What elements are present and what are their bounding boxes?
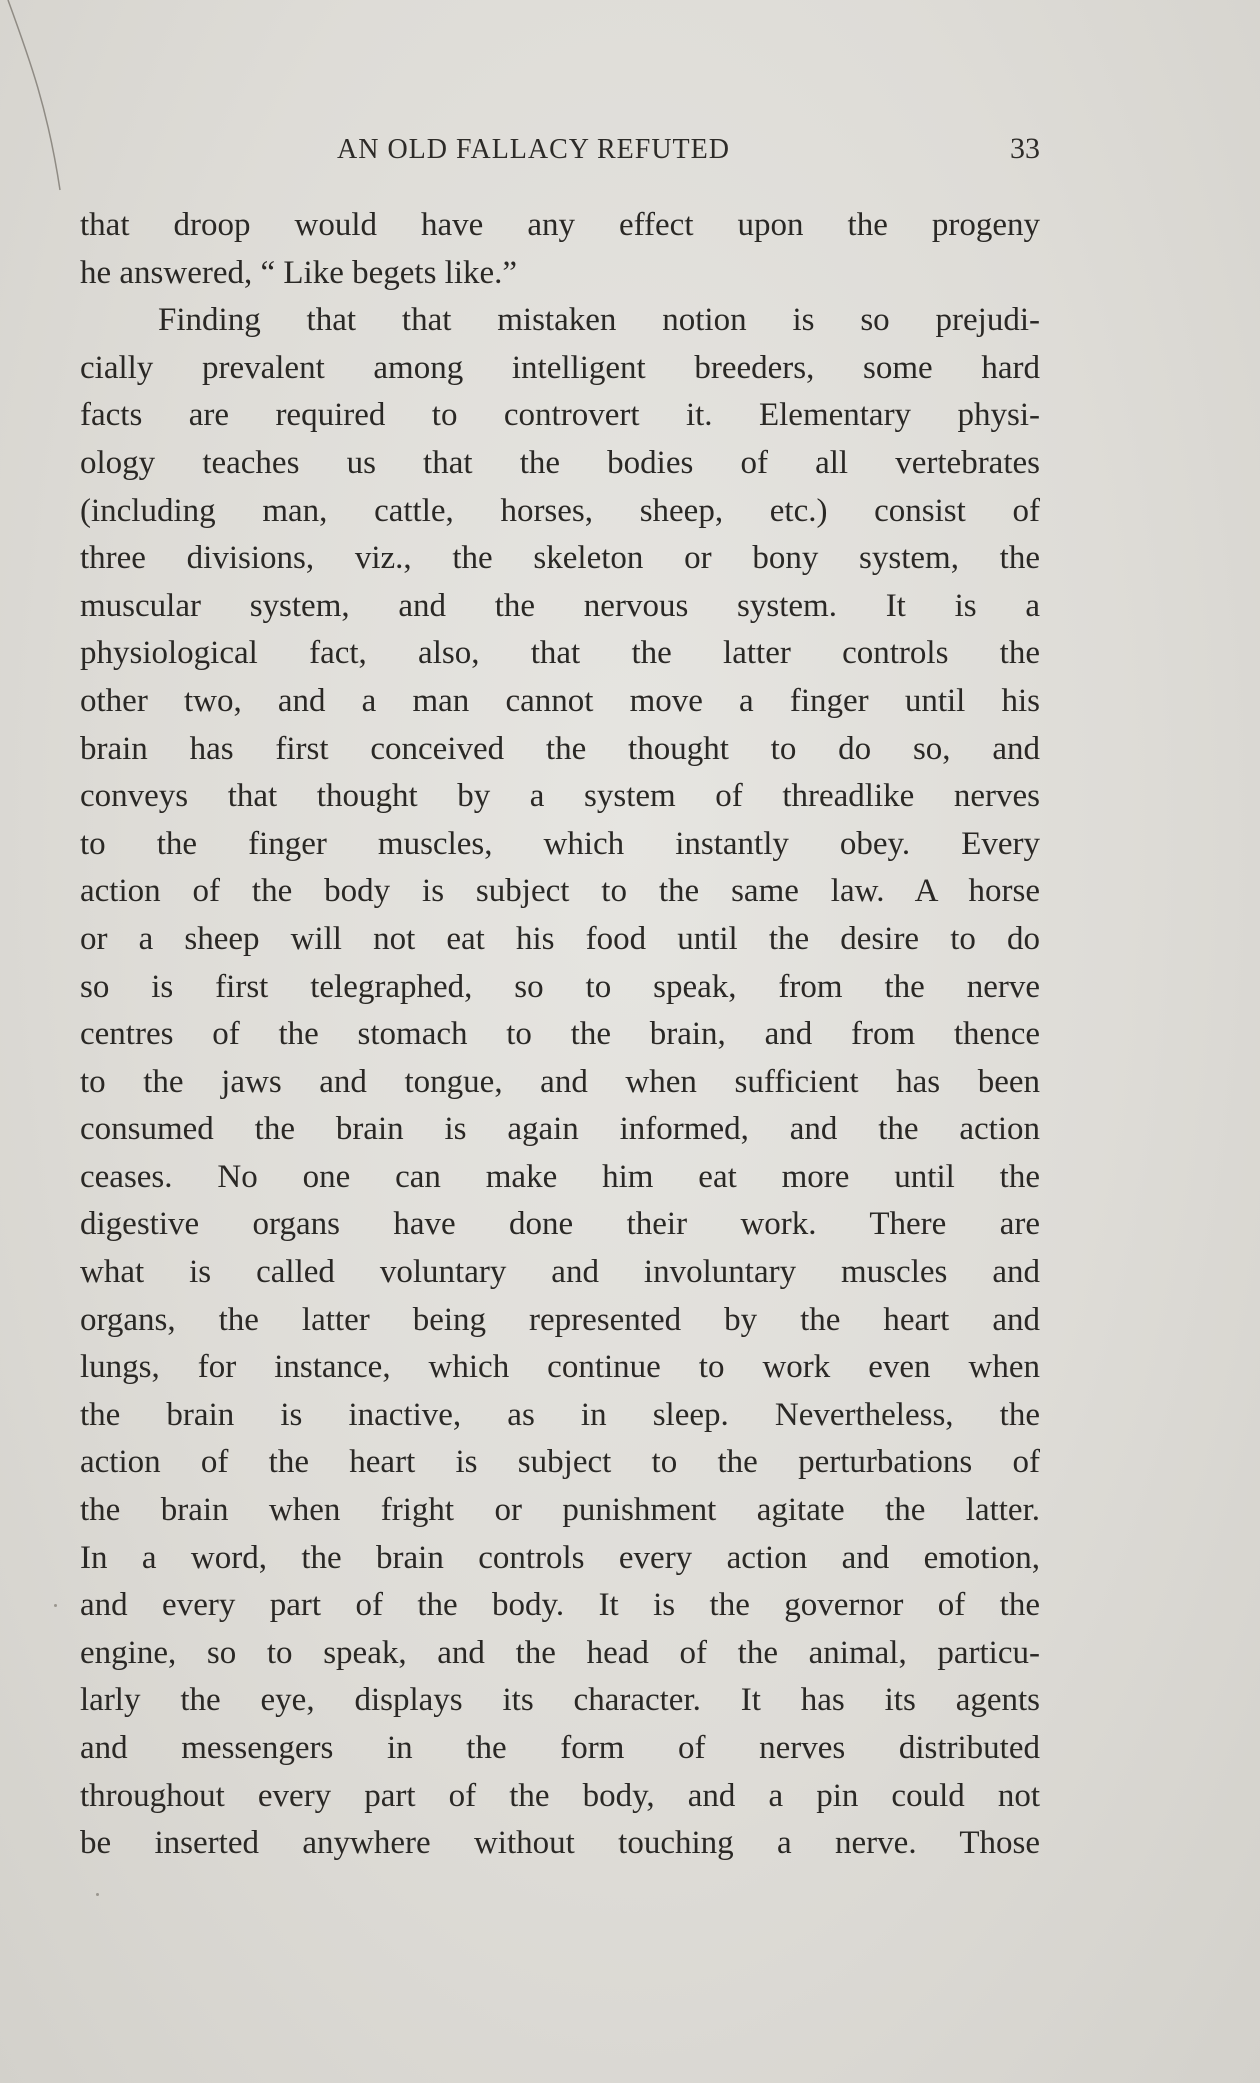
text-line: organs, the latter being represented by the heart and [80, 1301, 1040, 1338]
text-line: ology teaches us that the bodies of all vertebrates [80, 444, 1040, 481]
text-line: the brain when fright or punishment agitate the latter. [80, 1492, 1040, 1529]
text-line: centres of the stomach to the brain, and from thence [80, 1016, 1040, 1053]
text-line: to the jaws and tongue, and when sufficient has been [80, 1063, 1040, 1100]
text-line: to the finger muscles, which instantly obey. Every [80, 825, 1040, 862]
text-line: so is first telegraphed, so to speak, from the nerve [80, 968, 1040, 1005]
text-line: three divisions, viz., the skeleton or bony system, the [80, 540, 1040, 577]
text-line: larly the eye, displays its character. It has its agents [80, 1682, 1040, 1719]
text-line: engine, so to speak, and the head of the animal, particu- [80, 1634, 1040, 1671]
page-number: 33 [1010, 132, 1040, 165]
text-line: (including man, cattle, horses, sheep, etc.) consist of [80, 492, 1040, 529]
text-line: conveys that thought by a system of threadlike nerves [80, 778, 1040, 815]
text-line: lungs, for instance, which continue to work even when [80, 1349, 1040, 1386]
text-line: physiological fact, also, that the latter controls the [80, 635, 1040, 672]
text-line: facts are required to controvert it. Elementary physi- [80, 397, 1040, 434]
text-line: what is called voluntary and involuntary muscles and [80, 1254, 1040, 1291]
paper-speck [54, 1604, 57, 1607]
page-edge-curve [0, 0, 80, 260]
text-line: cially prevalent among intelligent breeders, some hard [80, 349, 1040, 386]
text-line: action of the heart is subject to the perturbations of [80, 1444, 1040, 1481]
text-line: the brain is inactive, as in sleep. Nevertheless, the [80, 1396, 1040, 1433]
text-line: throughout every part of the body, and a pin could not [80, 1777, 1040, 1814]
text-line: consumed the brain is again informed, and the action [80, 1111, 1040, 1148]
body-text [80, 202, 1040, 1868]
text-line: that droop would have any effect upon the progeny [80, 207, 1040, 243]
text-line: brain has first conceived the thought to do so, and [80, 730, 1040, 767]
page-header [80, 134, 1040, 174]
text-line: In a word, the brain controls every action and emotion, [80, 1539, 1040, 1576]
text-line: or a sheep will not eat his food until the desire to do [80, 920, 1040, 957]
text-line: digestive organs have done their work. There are [80, 1206, 1040, 1243]
text-line: Finding that that mistaken notion is so prejudi- [158, 302, 1040, 339]
text-line: he answered, “ Like begets like.” [80, 254, 518, 291]
text-line: action of the body is subject to the same law. A horse [80, 873, 1040, 910]
paper-speck [96, 1893, 99, 1896]
text-line: muscular system, and the nervous system. It is a [80, 587, 1040, 624]
text-line: and every part of the body. It is the governor of the [80, 1587, 1040, 1624]
text-line: be inserted anywhere without touching a nerve. Those [80, 1825, 1040, 1862]
text-line: other two, and a man cannot move a finger until his [80, 682, 1040, 719]
text-line: and messengers in the form of nerves distributed [80, 1730, 1040, 1766]
text-line: ceases. No one can make him eat more until the [80, 1158, 1040, 1195]
running-head: AN OLD FALLACY REFUTED [337, 134, 730, 165]
